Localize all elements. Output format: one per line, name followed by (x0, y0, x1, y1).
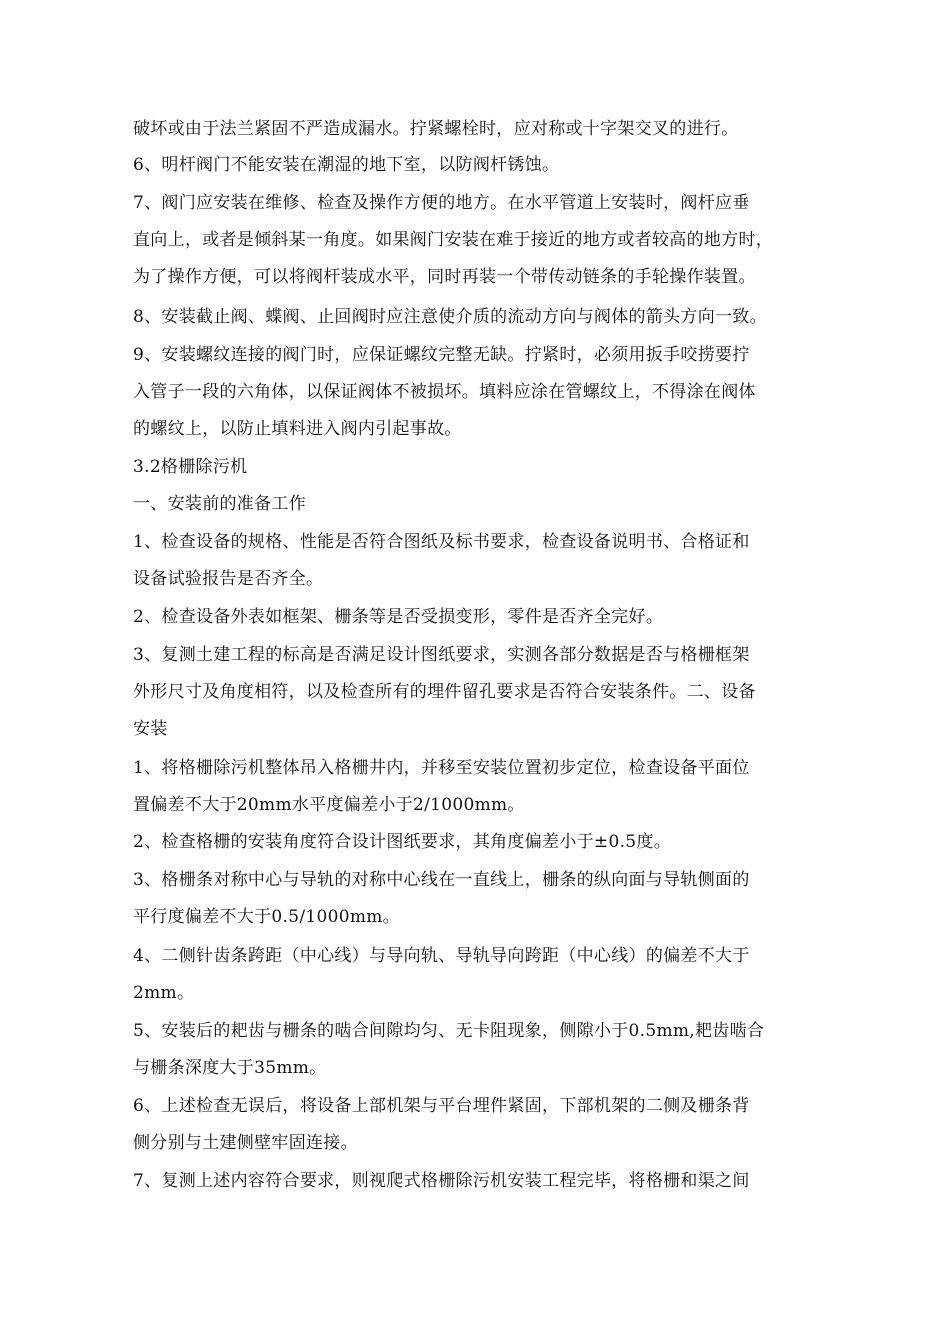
text-line: 外形尺寸及角度相符，以及检查所有的埋件留孔要求是否符合安装条件。二、设备 (133, 682, 756, 702)
text-line: 为了操作方便，可以将阀杆装成水平，同时再装一个带传动链条的手轮操作装置。 (133, 267, 756, 287)
text-line: 1、检查设备的规格、性能是否符合图纸及标书要求，检查设备说明书、合格证和 (133, 532, 750, 552)
text-line: 2、检查格栅的安装角度符合设计图纸要求，其角度偏差小于±0.5度。 (133, 832, 671, 852)
text-line: 侧分别与土建侧壁牢固连接。 (133, 1133, 358, 1153)
section-heading: 3.2格栅除污机 (133, 457, 248, 477)
text-line: 平行度偏差不大于0.5/1000mm。 (133, 907, 400, 927)
text-line: 7、复测上述内容符合要求，则视爬式格栅除污机安装工程完毕，将格栅和渠之间 (133, 1171, 750, 1191)
text-line: 入管子一段的六角体，以保证阀体不被损坏。填料应涂在管螺纹上，不得涂在阀体 (133, 382, 756, 402)
subsection-heading: 一、安装前的准备工作 (133, 494, 306, 514)
text-line: 安装 (133, 719, 168, 739)
text-line: 的螺纹上，以防止填料进入阀内引起事故。 (133, 419, 462, 439)
text-line: 2mm。 (133, 983, 195, 1003)
text-line: 设备试验报告是否齐全。 (133, 569, 324, 589)
text-line: 1、将格栅除污机整体吊入格栅井内，并移至安装位置初步定位，检查设备平面位 (133, 758, 750, 778)
text-line: 3、复测土建工程的标高是否满足设计图纸要求，实测各部分数据是否与格栅框架 (133, 645, 750, 665)
text-line: 2、检查设备外表如框架、栅条等是否受损变形，零件是否齐全完好。 (133, 607, 664, 627)
text-line: 直向上，或者是倾斜某一角度。如果阀门安装在难于接近的地方或者较高的地方时， (133, 230, 774, 250)
text-line: 7、阀门应安装在维修、检查及操作方便的地方。在水平管道上安装时，阀杆应垂 (133, 193, 750, 213)
text-line: 6、明杆阀门不能安装在潮湿的地下室，以防阀杆锈蚀。 (133, 155, 560, 175)
text-line: 9、安装螺纹连接的阀门时，应保证螺纹完整无缺。拧紧时，必须用扳手咬捞要拧 (133, 345, 750, 365)
text-line: 6、上述检查无误后，将设备上部机架与平台埋件紧固，下部机架的二侧及栅条背 (133, 1096, 750, 1116)
text-line: 与栅条深度大于35mm。 (133, 1058, 327, 1078)
text-line: 4、二侧针齿条跨距（中心线）与导向轨、导轨导向跨距（中心线）的偏差不大于 (133, 946, 750, 966)
text-line: 5、安装后的耙齿与栅条的啮合间隙均匀、无卡阻现象，侧隙小于0.5mm,耙齿啮合 (133, 1021, 765, 1041)
text-line: 破坏或由于法兰紧固不严造成漏水。拧紧螺栓时，应对称或十字架交叉的进行。 (133, 119, 739, 139)
text-line: 8、安装截止阀、蝶阀、止回阀时应注意使介质的流动方向与阀体的箭头方向一致。 (133, 307, 767, 327)
text-line: 3、格栅条对称中心与导轨的对称中心线在一直线上，栅条的纵向面与导轨侧面的 (133, 870, 750, 890)
text-line: 置偏差不大于20mm水平度偏差小于2/1000mm。 (133, 795, 525, 815)
